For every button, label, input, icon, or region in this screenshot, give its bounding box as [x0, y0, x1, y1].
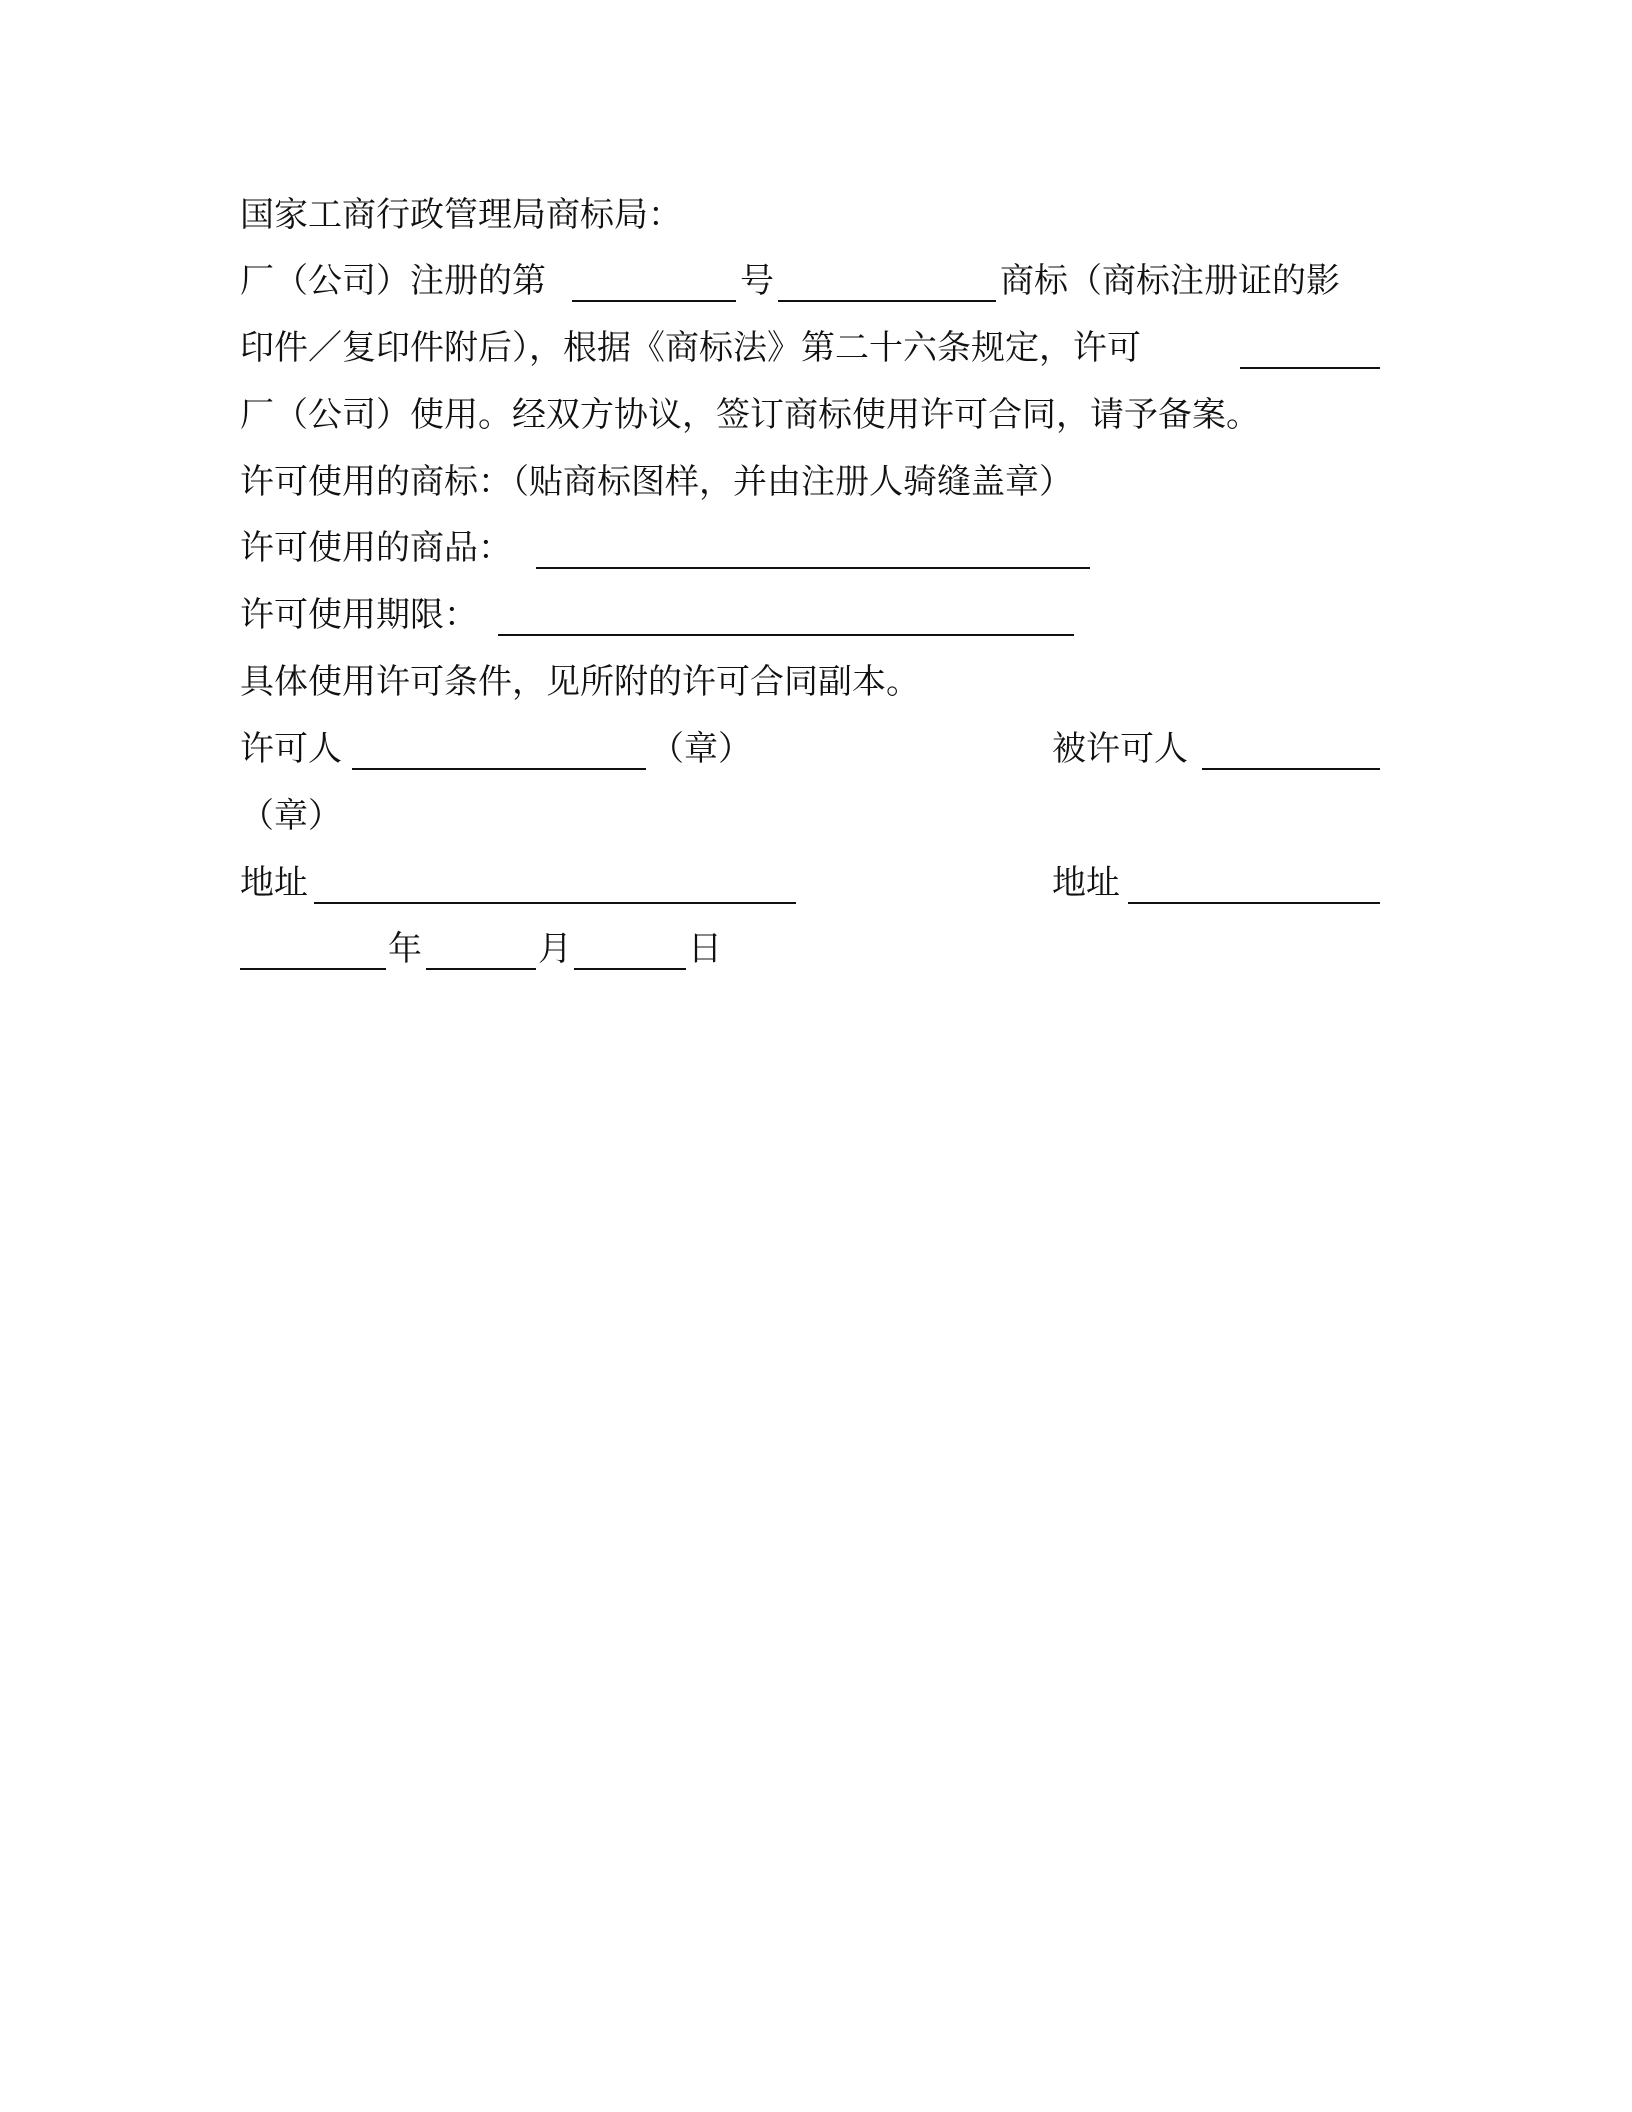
para1-line2 — [240, 323, 1380, 373]
licensed-goods-field[interactable] — [536, 567, 1090, 569]
day-field[interactable] — [574, 968, 686, 970]
licensed-mark: 许可使用的商标：（贴商标图样，并由注册人骑缝盖章） — [240, 462, 1073, 502]
licensed-goods-label: 许可使用的商品： — [240, 528, 512, 568]
date-line — [240, 924, 840, 974]
para1-text-d: 印件／复印件附后），根据《商标法》第二十六条规定，许可 — [240, 328, 1141, 368]
address-left-label: 地址 — [240, 863, 308, 903]
trademark-name-field[interactable] — [778, 300, 996, 302]
licensor-seal: （章） — [650, 729, 752, 769]
licensed-goods-line — [240, 523, 1140, 573]
month-field[interactable] — [426, 968, 536, 970]
licensed-term-line — [240, 590, 1140, 640]
conditions: 具体使用许可条件，见所附的许可合同副本。 — [240, 662, 920, 702]
para1-text-c: 商标（商标注册证的影 — [1000, 261, 1340, 301]
address-line — [240, 858, 1380, 908]
address-left-field[interactable] — [314, 902, 796, 904]
licensor-label: 许可人 — [240, 729, 342, 769]
licensee-factory-field[interactable] — [1240, 367, 1380, 369]
address-right-field[interactable] — [1128, 902, 1380, 904]
licensed-term-field[interactable] — [498, 634, 1074, 636]
para1-line1 — [240, 256, 1380, 306]
para1-text-a: 厂（公司）注册的第 — [240, 261, 546, 301]
licensee-field[interactable] — [1202, 768, 1380, 770]
year-field[interactable] — [240, 968, 386, 970]
year-label: 年 — [388, 929, 422, 969]
para1-text-e: 厂（公司）使用。经双方协议，签订商标使用许可合同，请予备案。 — [240, 395, 1260, 435]
address-right-label: 地址 — [1052, 863, 1120, 903]
registration-number-field[interactable] — [572, 300, 736, 302]
licensee-seal: （章） — [240, 796, 342, 836]
parties-line — [240, 724, 1380, 774]
licensor-field[interactable] — [352, 768, 646, 770]
month-label: 月 — [538, 929, 572, 969]
licensed-term-label: 许可使用期限： — [240, 595, 478, 635]
addressee: 国家工商行政管理局商标局： — [240, 195, 682, 235]
day-label: 日 — [688, 929, 722, 969]
licensee-label: 被许可人 — [1052, 729, 1188, 769]
para1-text-b: 号 — [740, 261, 774, 301]
